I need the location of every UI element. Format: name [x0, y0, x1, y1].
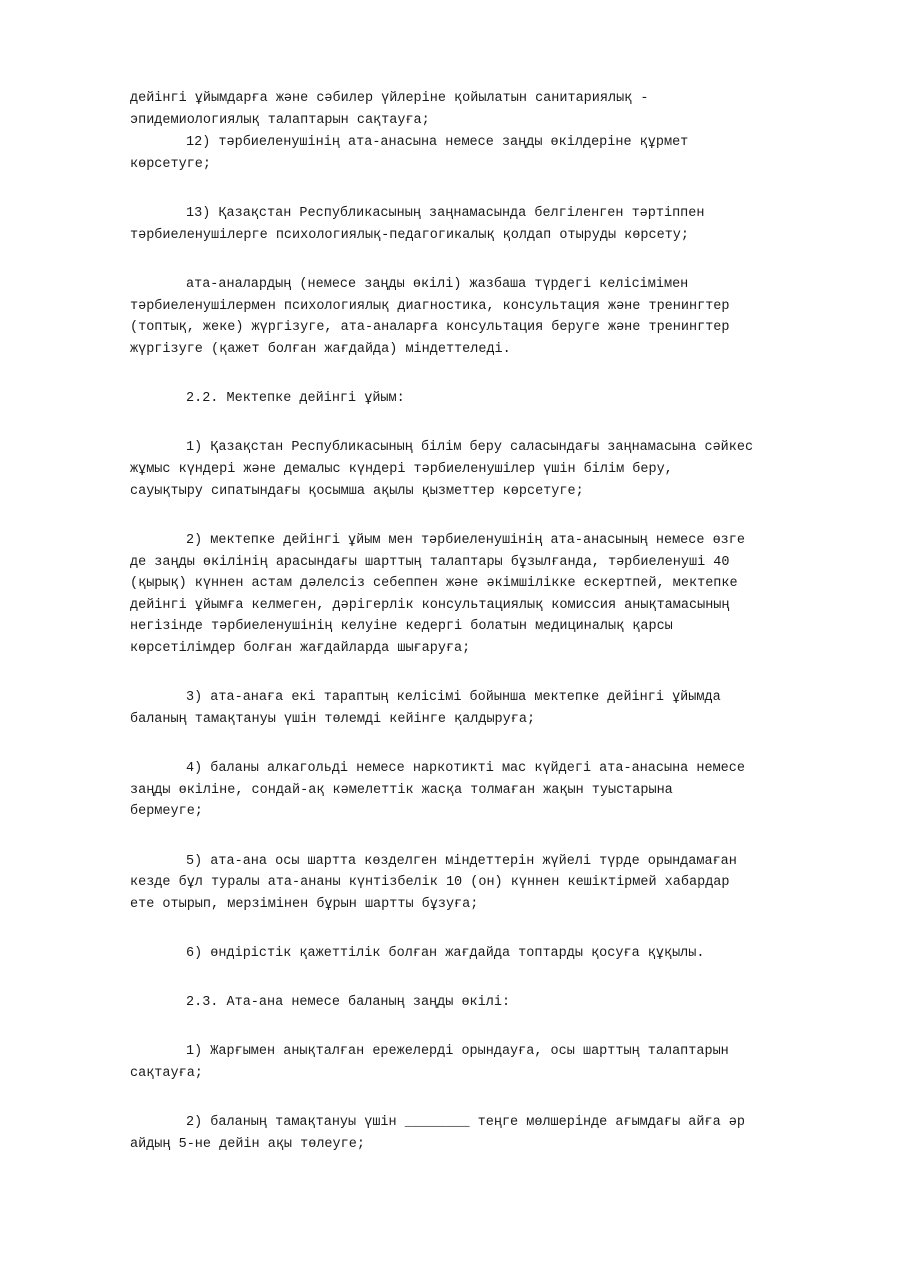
p-2-2-5-line-2: кезде бұл туралы ата-ананы күнтізбелік 10 (он) күннен кешіктірмей хабардар [130, 875, 730, 890]
p-12-line-2: көрсетуге; [130, 157, 212, 172]
p-2-2-1-line-1: 1) Қазақстан Республикасының білім беру саласындағы заңнамасына сәйкес [186, 440, 754, 455]
p-13-line-1: 13) Қазақстан Республикасының заңнамасында белгіленген тәртіппен [186, 206, 705, 221]
p-2-2-2-line-4: дейінгі ұйымға келмеген, дәрігерлік консультациялық комиссия анықтамасының [130, 598, 730, 613]
p-2-2-5-line-3: ете отырып, мерзімінен бұрын шартты бұзуға; [130, 897, 479, 912]
section-2-2-heading: 2.2. Мектепке дейінгі ұйым: [186, 391, 405, 406]
p-2-2-1-line-2: жұмыс күндері және демалыс күндері тәрбиеленушілер үшін білім беру, [130, 462, 673, 477]
p-2-2-2-line-2: де заңды өкілінің арасындағы шарттың талаптары бұзылғанда, тәрбиеленуші 40 [130, 555, 730, 570]
p-cont-line-2: эпидемиологиялық талаптарын сақтауға; [130, 113, 430, 128]
p-2-3-1-line-2: сақтауға; [130, 1066, 203, 1081]
p-13-line-2: тәрбиеленушілерге психологиялық-педагогикалық қолдап отыруды көрсету; [130, 228, 689, 243]
p-2-2-3-line-1: 3) ата-анаға екі тараптың келісімі бойынша мектепке дейінгі ұйымда [186, 690, 721, 705]
p-12-line-1: 12) тәрбиеленушінің ата-анасына немесе заңды өкілдеріне құрмет [186, 135, 689, 150]
p-2-3-2-line-1: 2) баланың тамақтануы үшін ________ теңге мөлшерінде ағымдағы айға әр [186, 1115, 745, 1130]
p-2-2-3-line-2: баланың тамақтануы үшін төлемді кейінге қалдыруға; [130, 712, 536, 727]
p-2-3-2-line-2: айдың 5-не дейін ақы төлеуге; [130, 1137, 365, 1152]
p-2-2-2-line-1: 2) мектепке дейінгі ұйым мен тәрбиеленушінің ата-анасының немесе өзге [186, 533, 745, 548]
p-2-2-4-line-3: бермеуге; [130, 804, 203, 819]
p-2-2-5-line-1: 5) ата-ана осы шартта көзделген міндеттерін жүйелі түрде орындамаған [186, 854, 737, 869]
p-parents-line-4: жүргізуге (қажет болған жағдайда) міндеттеледі. [130, 342, 511, 357]
p-cont-line-1: дейінгі ұйымдарға және сәбилер үйлеріне қойылатын санитариялық - [130, 91, 649, 106]
section-2-3-heading: 2.3. Ата-ана немесе баланың заңды өкілі: [186, 995, 511, 1010]
p-parents-line-3: (топтық, жеке) жүргізуге, ата-аналарға консультация беруге және тренингтер [130, 320, 730, 335]
p-2-2-2-line-3: (қырық) күннен астам дәлелсіз себеппен және әкімшілікке ескертпей, мектепке [130, 576, 738, 591]
p-2-2-1-line-3: сауықтыру сипатындағы қосымша ақылы қызметтер көрсетуге; [130, 484, 584, 499]
p-2-2-4-line-1: 4) баланы алкагольді немесе наркотикті мас күйдегі ата-анасына немесе [186, 761, 745, 776]
p-parents-line-2: тәрбиеленушілермен психологиялық диагностика, консультация және тренингтер [130, 299, 730, 314]
p-parents-line-1: ата-аналардың (немесе заңды өкілі) жазбаша түрдегі келісімімен [186, 277, 689, 292]
p-2-2-2-line-5: негізінде тәрбиеленушінің келуіне кедергі болатын медициналық қарсы [130, 619, 673, 634]
p-2-2-6-line-1: 6) өндірістік қажеттілік болған жағдайда топтарды қосуға құқылы. [186, 946, 705, 961]
p-2-2-4-line-2: заңды өкіліне, сондай-ақ кәмелеттік жасқа толмаған жақын туыстарына [130, 783, 673, 798]
p-2-2-2-line-6: көрсетілімдер болған жағдайларда шығаруға; [130, 641, 471, 656]
p-2-3-1-line-1: 1) Жарғымен анықталған ережелерді орындауға, осы шарттың талаптарын [186, 1044, 729, 1059]
